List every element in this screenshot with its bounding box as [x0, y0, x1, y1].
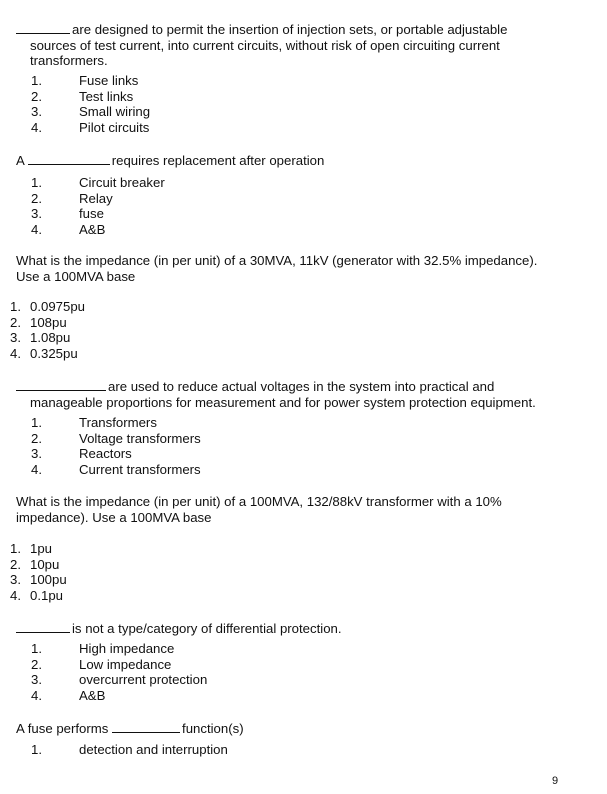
answer-blank — [16, 378, 106, 391]
page-number: 9 — [552, 775, 559, 787]
answer-blank — [16, 21, 70, 34]
question-stem: A fuse performs function(s) — [16, 721, 244, 736]
question-stem: What is the impedance (in per unit) of a 30MVA, 11kV (generator with 32.5% impedance). Use a 100MVA base — [16, 253, 538, 284]
question-stem: is not a type/category of differential protection. — [16, 620, 576, 637]
question-stem: What is the impedance (in per unit) of a 100MVA, 132/88kV transformer with a 10% impedance). Use a 100MVA base — [16, 494, 502, 525]
question-stem: are designed to permit the insertion of injection sets, or portable adjustable sources of test current, into current circuits, without risk of open circuiting current transformers. — [16, 21, 576, 69]
question-stem: are used to reduce actual voltages in the system into practical and manageable proportions for measurement and for power system protection equipment. — [16, 378, 596, 410]
question-stem: A requires replacement after operation — [16, 153, 325, 168]
answer-blank — [28, 152, 110, 165]
answer-blank — [112, 720, 180, 733]
answer-blank — [16, 620, 70, 633]
